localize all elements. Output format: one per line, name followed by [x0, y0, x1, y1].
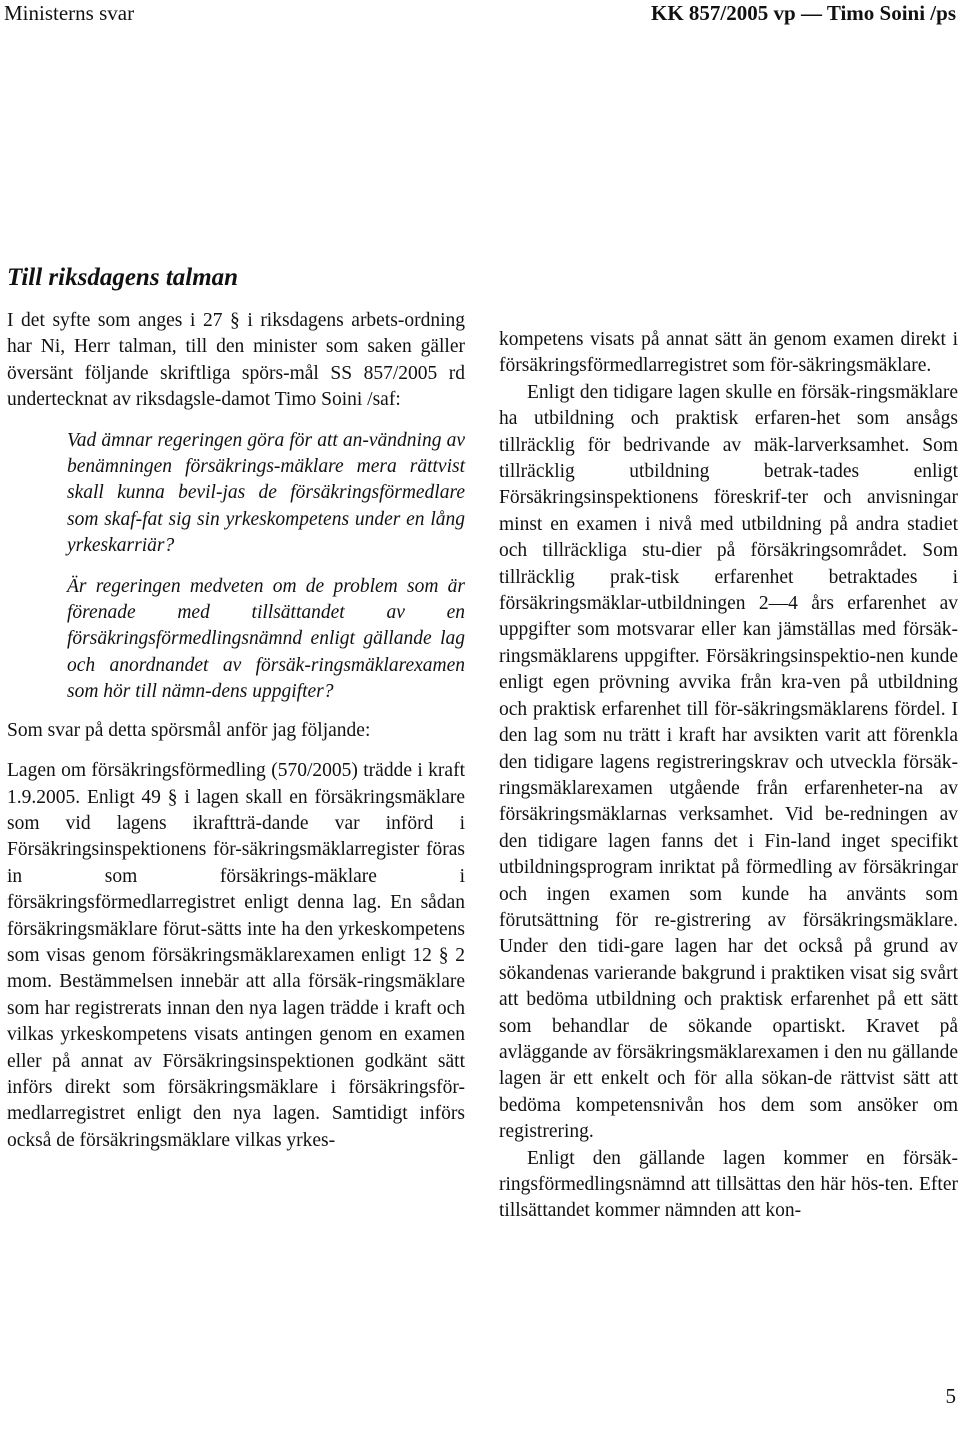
- continued-paragraph: kompetens visats på annat sätt än genom examen direkt i försäkringsförmedlarregistret som för-säkringsmäklare.: [499, 329, 958, 377]
- answer-paragraph: Lagen om försäkringsförmedling (570/2005) trädde i kraft 1.9.2005. Enligt 49 § i lagen skall en försäkringsmäklare som vid lagens ikraftträ-dande var införd i Försäkringsinspektionens för-säkringsmäklarregister föras in som försäkrings-mäklare i försäkringsförmedlarregistret enligt denna lag. En sådan försäkringsmäklare förut-sätts inte ha den yrkeskompetens som visas genom försäkringsmäklarexamen enligt 12 § 2 mom. Bestämmelsen innebär att alla försäk-ringsmäklare som har registrerats innan den nya lagen trädde i kraft och vilkas yrkeskompetens visats antingen genom en examen eller på annat av Försäkringsinspektionen godkänt sätt införs direkt som försäkringsmäklare i försäkringsför-medlarregistret enligt den nya lagen. Samtidigt införs också de försäkringsmäklare vilkas yrkes-: [7, 760, 465, 1151]
- intro-paragraph: I det syfte som anges i 27 § i riksdagens arbets-ordning har Ni, Herr talman, till den minister som saken gäller översänt följande skriftliga spörs-mål SS 857/2005 rd undertecknat av riksdagsle-damot Timo Soini /saf:: [7, 310, 465, 411]
- question-1: Vad ämnar regeringen göra för att an-vändning av benämningen försäkrings-mäklare mera rättvist skall kunna bevil-jas de försäkringsförmedlare som skaf-fat sig sin yrkeskompetens under en lång yrkeskarriär?: [67, 429, 465, 557]
- question-2: Är regeringen medveten om de problem som är förenade med tillsättandet av en försäkringsförmedlingsnämnd enligt gällande lag och anordnandet av försäk-ringsmäklarexamen som hör till nämn-dens uppgifter?: [67, 575, 465, 703]
- answer-lead: Som svar på detta spörsmål anför jag följande:: [7, 719, 371, 741]
- addressee-heading: Till riksdagens talman: [7, 264, 239, 291]
- page-number: 5: [945, 1384, 956, 1408]
- header-section-title: Ministerns svar: [4, 1, 135, 25]
- header-document-reference: KK 857/2005 vp — Timo Soini /ps: [651, 1, 956, 25]
- current-law-paragraph: Enligt den gällande lagen kommer en försäk-ringsförmedlingsnämnd att tillsättas den här hös-ten. Efter tillsättandet kommer nämnden att kon-: [499, 1147, 958, 1222]
- right-column: [499, 327, 958, 1225]
- left-column: [7, 308, 465, 1154]
- running-header: [0, 0, 960, 30]
- previous-law-paragraph: Enligt den tidigare lagen skulle en försäk-ringsmäklare ha utbildning och praktisk erfaren-het som ansågs tillräcklig för bedrivande av mäk-larverksamhet. Som tillräcklig utbildning betrak-tades enligt Försäkringsinspektionens föreskrif-ter och anvisningar minst en examen i nivå med utbildning på andra stadiet och tillräckliga stu-dier på försäkringsområdet. Som tillräcklig prak-tisk erfarenhet betraktades i försäkringsmäklar-utbildningen 2—4 års erfarenhet av uppgifter som motsvarar eller kan jämställas med försäk-ringsmäklarens uppgifter. Försäkringsinspektio-nen kunde enligt egen prövning avvika från kra-ven på utbildning och praktisk erfarenhet till för-säkringsmäklarens fördel. I den lag som nu trätt i kraft har avsikten varit att förenkla den tidigare lagens registreringskrav och utveckla försäk-ringsmäklarexamen utgående från erfarenheter-na av försäkringsmäklarnas verksamhet. Vid be-redningen av den tidigare lagen fanns det i Fin-land inget specifikt utbildningsprogram inriktat på förmedling av försäkringar och ingen examen som kunde ha använts som förutsättning för re-gistrering av försäkringsmäklare. Under den tidi-gare lagen har det också på grund av sökandenas varierande bakgrund i praktiken visat sig svårt att bedöma utbildning och praktisk erfarenhet på ett sätt som behandlar de sökande opartiskt. Kravet på avläggande av försäkringsmäklarexamen i den nu gällande lagen är ett enkelt och för alla sökan-de rättvist sätt att bedöma kompetensnivån hos dem som ansöker om registrering.: [499, 381, 958, 1143]
